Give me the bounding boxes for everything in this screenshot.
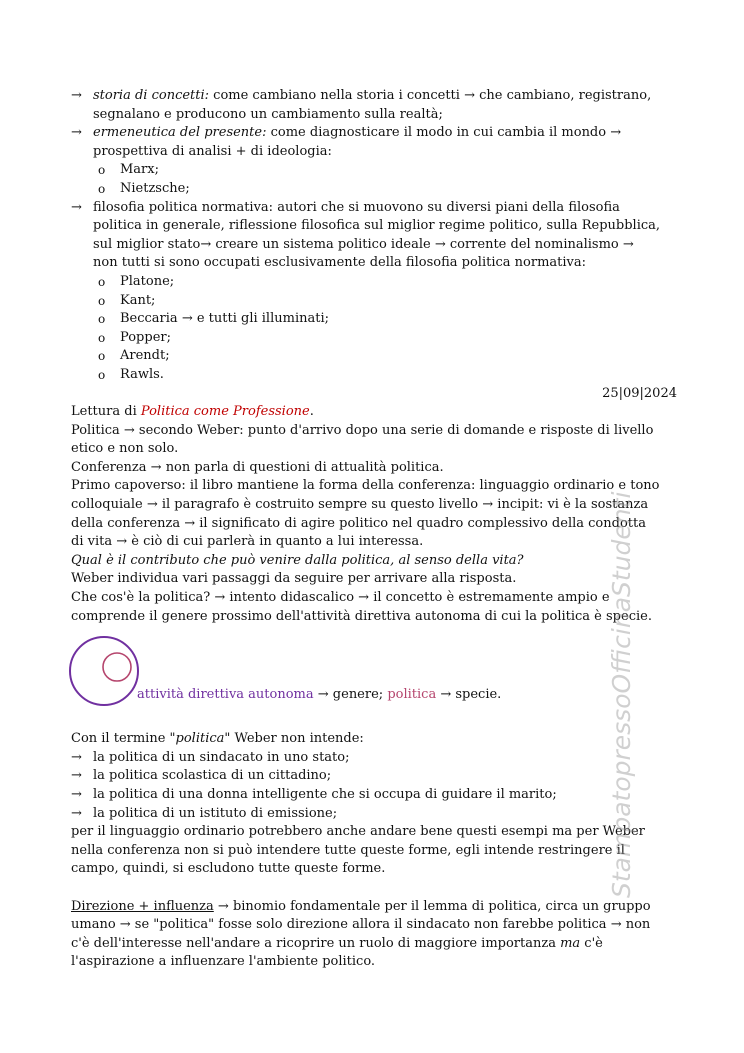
sub-list-label: Marx; bbox=[120, 162, 159, 178]
bullet-icon: o bbox=[98, 330, 106, 345]
intro-term: politica bbox=[175, 731, 225, 747]
text-line: della conferenza → il significato di agire politico nel quadro complessivo della condotta bbox=[71, 515, 646, 531]
text-line: politica in generale, riflessione filosofica sul miglior regime politico, sulla Repubblica, bbox=[93, 218, 661, 234]
bullet-icon: o bbox=[98, 163, 106, 178]
species-label: politica bbox=[387, 687, 437, 703]
sub-list-label: Popper; bbox=[120, 329, 171, 345]
text-line: filosofia politica normativa: autori che si muovono su diversi piani della filosofia bbox=[93, 199, 620, 215]
text-segment: c'è bbox=[580, 935, 603, 951]
text-line: nella conferenza non si può intendere tutte queste forme, egli intende restringere il bbox=[71, 842, 625, 858]
sub-list-item bbox=[71, 329, 677, 348]
question-text: Qual è il contributo che può venire dalla politica, al senso della vita? bbox=[71, 552, 524, 568]
arrow-icon: → bbox=[71, 749, 82, 765]
list-item bbox=[71, 767, 677, 786]
intro-line bbox=[71, 730, 677, 749]
text-line: prospettiva di analisi + di ideologia: bbox=[93, 143, 332, 159]
list-item bbox=[71, 199, 677, 218]
text-segment: → binomio fondamentale per il lemma di politica, circa un gruppo bbox=[213, 898, 651, 914]
text-line: colloquiale → il paragrafo è costruito sempre su questo livello → incipit: vi è la sostanza bbox=[71, 497, 649, 513]
arrow-icon: → bbox=[71, 787, 82, 802]
reading-prefix: Lettura di bbox=[71, 404, 141, 420]
species-suffix: → specie. bbox=[436, 687, 502, 703]
sub-list-label: Kant; bbox=[120, 292, 156, 308]
intro-prefix: Con il termine " bbox=[71, 731, 176, 747]
arrow-icon: → bbox=[71, 805, 82, 821]
text-line: l'aspirazione a influenzare l'ambiente politico. bbox=[71, 954, 376, 970]
genus-suffix: → genere; bbox=[313, 687, 388, 703]
text-segment: c'è dell'interesse nell'andare a ricoprire un ruolo di maggiore importanza bbox=[71, 935, 561, 951]
text-line: Weber individua vari passaggi da seguire per arrivare alla risposta. bbox=[71, 571, 517, 587]
bullet-icon: o bbox=[98, 349, 106, 364]
text-line: comprende il genere prossimo dell'attività direttiva autonoma di cui la politica è specie. bbox=[71, 608, 652, 624]
text-line: Primo capoverso: il libro mantiene la forma della conferenza: linguaggio ordinario e tono bbox=[71, 478, 660, 494]
list-item bbox=[71, 786, 677, 805]
watermark: StampatopressoOfficinaStudenti bbox=[607, 491, 636, 898]
date-label: 25|09|2024 bbox=[602, 385, 677, 401]
text-line: per il linguaggio ordinario potrebbero anche andare bene questi esempi ma per Weber bbox=[71, 824, 645, 840]
text-line bbox=[71, 898, 677, 917]
underlined-term: Direzione + influenza bbox=[71, 898, 214, 914]
genus-species-diagram bbox=[71, 646, 677, 718]
book-title: Politica come Professione bbox=[140, 404, 310, 420]
text-line: campo, quindi, si escludono tutte queste forme. bbox=[71, 861, 386, 877]
list-item-label: la politica di un istituto di emissione; bbox=[93, 805, 338, 821]
text-line: sul miglior stato→ creare un sistema politico ideale → corrente del nominalismo → bbox=[93, 236, 634, 252]
question-line bbox=[71, 552, 677, 571]
sub-list-label: Rawls. bbox=[120, 366, 164, 382]
text-line: etico e non solo. bbox=[71, 441, 179, 457]
bullet-icon: o bbox=[98, 293, 106, 308]
sub-list-item bbox=[71, 292, 677, 311]
sub-list-label: Beccaria → e tutti gli illuminati; bbox=[120, 311, 329, 327]
term-label: ermeneutica del presente: bbox=[93, 125, 267, 141]
arrow-icon: → bbox=[71, 768, 82, 784]
text-line: Conferenza → non parla di questioni di attualità politica. bbox=[71, 459, 444, 475]
text-line: umano → se "politica" fosse solo direzione allora il sindacato non farebbe politica → non bbox=[71, 917, 651, 933]
sub-list-item bbox=[71, 180, 677, 199]
text-line: come cambiano nella storia i concetti → che cambiano, registrano, bbox=[209, 88, 652, 103]
text-line: di vita → è ciò di cui parlerà in quanto a lui interessa. bbox=[71, 534, 424, 550]
text-line: Politica → secondo Weber: punto d'arrivo dopo una serie di domande e risposte di livello bbox=[71, 422, 654, 438]
text-line bbox=[71, 935, 677, 954]
arrow-icon: → bbox=[71, 199, 82, 215]
list-item bbox=[71, 87, 677, 106]
list-item bbox=[71, 805, 677, 824]
emphasis-word: ma bbox=[560, 935, 581, 951]
list-item-label: la politica di un sindacato in uno stato; bbox=[93, 749, 350, 765]
bullet-icon: o bbox=[98, 181, 106, 196]
list-item bbox=[71, 124, 677, 143]
list-item-label: la politica di una donna intelligente che si occupa di guidare il marito; bbox=[93, 787, 557, 802]
bullet-icon: o bbox=[98, 312, 106, 327]
sub-list-item bbox=[71, 347, 677, 366]
sub-list-label: Arendt; bbox=[120, 348, 170, 364]
nested-circles-icon bbox=[69, 634, 141, 708]
sub-list-item bbox=[71, 161, 677, 180]
arrow-icon: → bbox=[71, 125, 82, 141]
paragraph-gap bbox=[71, 879, 677, 898]
genus-label: attività direttiva autonoma bbox=[137, 687, 314, 703]
text-line: come diagnosticare il modo in cui cambia il mondo → bbox=[266, 125, 622, 141]
text-line: Che cos'è la politica? → intento didascalico → il concetto è estremamente ampio e bbox=[71, 590, 610, 606]
bullet-icon: o bbox=[98, 274, 106, 289]
text-line: non tutti si sono occupati esclusivamente della filosofia politica normativa: bbox=[93, 255, 586, 271]
intro-suffix: " Weber non intende: bbox=[224, 731, 364, 747]
diagram-caption bbox=[137, 686, 501, 705]
reading-suffix: . bbox=[309, 404, 314, 420]
list-item bbox=[71, 749, 677, 768]
bullet-icon: o bbox=[98, 367, 106, 382]
list-item-label: la politica scolastica di un cittadino; bbox=[93, 768, 332, 784]
inner-circle bbox=[103, 653, 131, 681]
sub-list-item bbox=[71, 366, 677, 385]
term-label: storia di concetti: bbox=[93, 88, 210, 103]
sub-list-item bbox=[71, 273, 677, 292]
text-line: segnalano e producono un cambiamento sulla realtà; bbox=[93, 106, 443, 122]
document-page bbox=[71, 87, 677, 972]
reading-line bbox=[71, 403, 677, 422]
sub-list-label: Platone; bbox=[120, 273, 175, 289]
arrow-icon: → bbox=[71, 88, 82, 103]
sub-list-label: Nietzsche; bbox=[120, 180, 190, 196]
sub-list-item bbox=[71, 310, 677, 329]
